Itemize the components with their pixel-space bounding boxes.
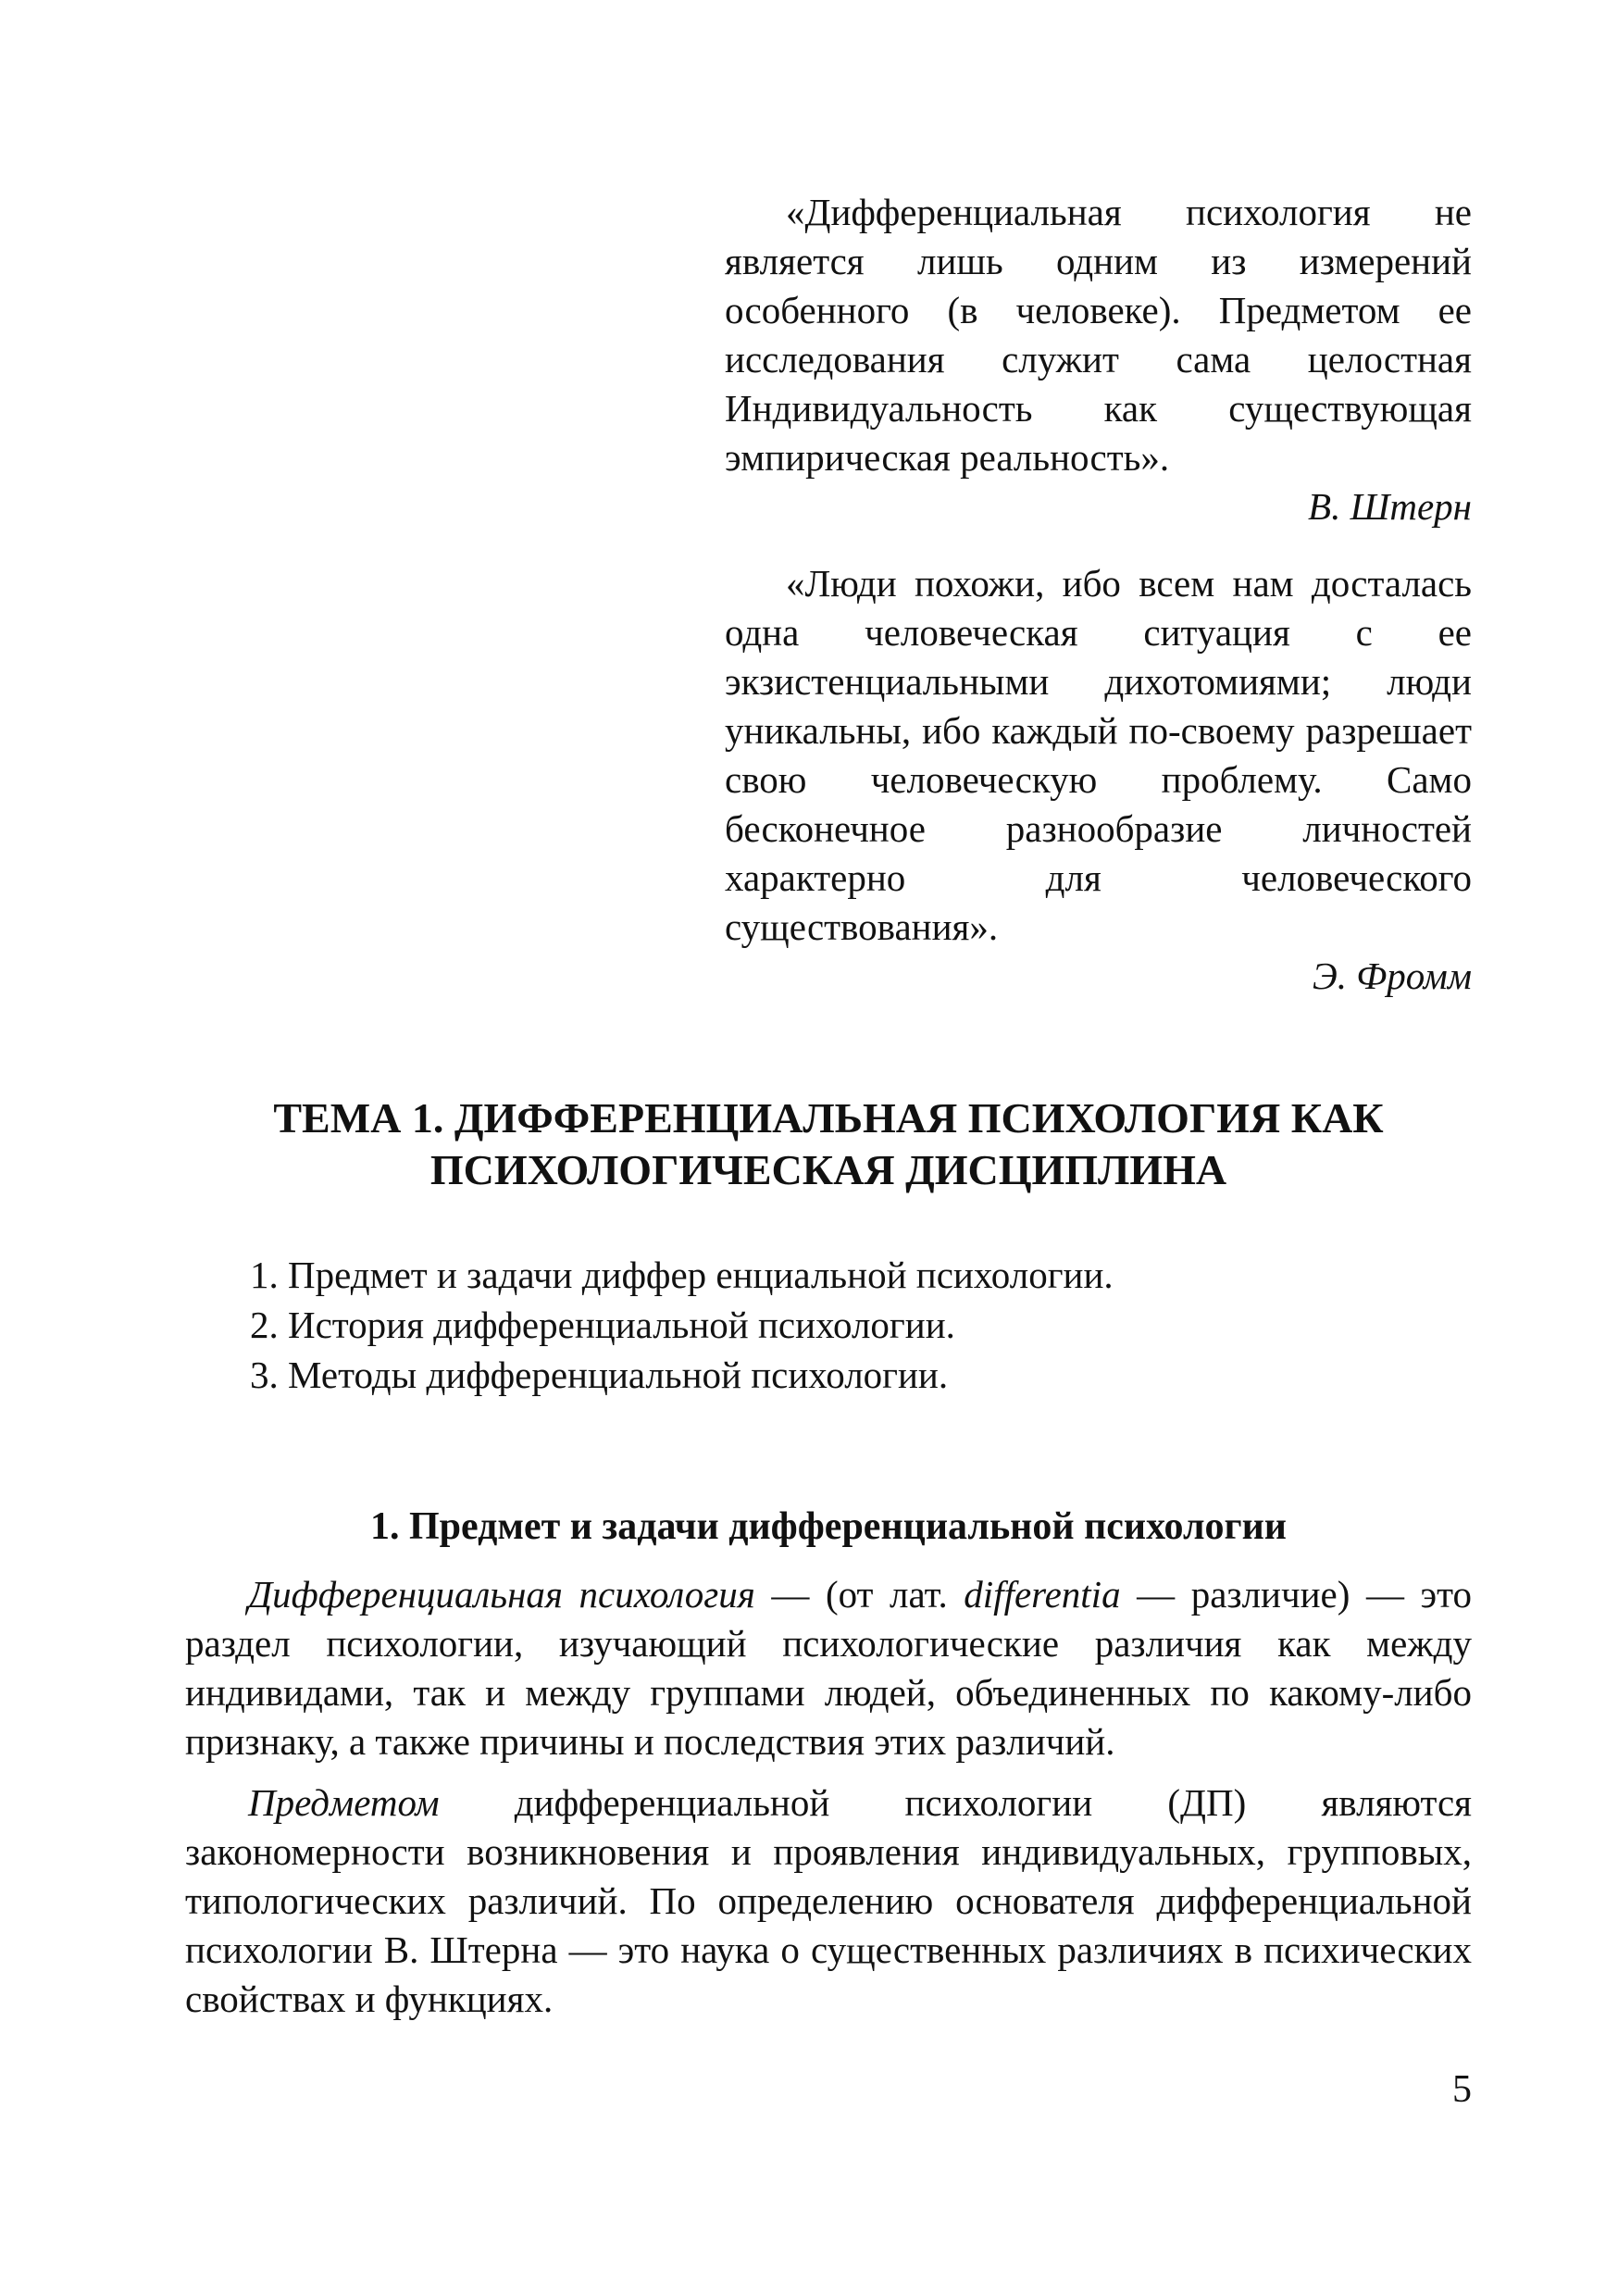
plan-item: 2. История дифференциальной психологии. [250, 1304, 955, 1346]
epigraph-fromm [725, 559, 1472, 1001]
plan-item: 3. Методы дифференциальной психологии. [250, 1354, 949, 1396]
latin-word: differentia [964, 1573, 1121, 1616]
plan-item: 1. Предмет и задачи диффер енциальной психологии. [250, 1254, 1114, 1296]
text-run: — (от лат. [754, 1573, 965, 1616]
epigraph-text: «Люди похожи, ибо всем нам досталась одна человеческая ситуация с ее экзистенциальными дихотомиями; люди уникальны, ибо каждый по-своему разрешает свою человеческую проблему. Само бесконечное разнообразие личностей характерно для человеческого существования». [725, 562, 1472, 948]
epigraph-author: В. Штерн [1308, 485, 1472, 528]
body-text [185, 1570, 1472, 2036]
text-run: — различие) — это раздел психологии, изучающий психологические различия как между индивидами, так и между группами людей, объединенных по какому-либо признаку, а также причины и последствия этих различий. [185, 1573, 1472, 1763]
epigraph-text: «Дифференциальная психология не является лишь одним из измерений особенного (в человеке). Предметом ее исследования служит сама целостная Индивидуальность как существующая эмпирическая реальность». [725, 191, 1472, 479]
topic-title-line1: ТЕМА 1. ДИФФЕРЕНЦИАЛЬНАЯ ПСИХОЛОГИЯ КАК [273, 1094, 1384, 1142]
paragraph [185, 1570, 1472, 1766]
topic-title-line2: ПСИХОЛОГИЧЕСКАЯ ДИСЦИПЛИНА [429, 1146, 1227, 1193]
page-number: 5 [1452, 2068, 1472, 2111]
paragraph [185, 1778, 1472, 2024]
text-run: дифференциальной психологии (ДП) являются закономерности возникновения и проявления индивидуальных, групповых, типологических различий. По определению основателя дифференциальной психологии В. Штерна — это наука о существенных различиях в психических свойствах и функциях. [185, 1781, 1472, 2020]
term-italic: Предметом [248, 1781, 440, 1824]
topic-plan-list [250, 1250, 1114, 1400]
term-italic: Дифференциальная психология [248, 1573, 755, 1616]
epigraph-author: Э. Фромм [1312, 955, 1472, 997]
epigraph-stern [725, 188, 1472, 531]
topic-title [185, 1092, 1472, 1196]
section-title: 1. Предмет и задачи дифференциальной психологии [369, 1505, 1288, 1548]
